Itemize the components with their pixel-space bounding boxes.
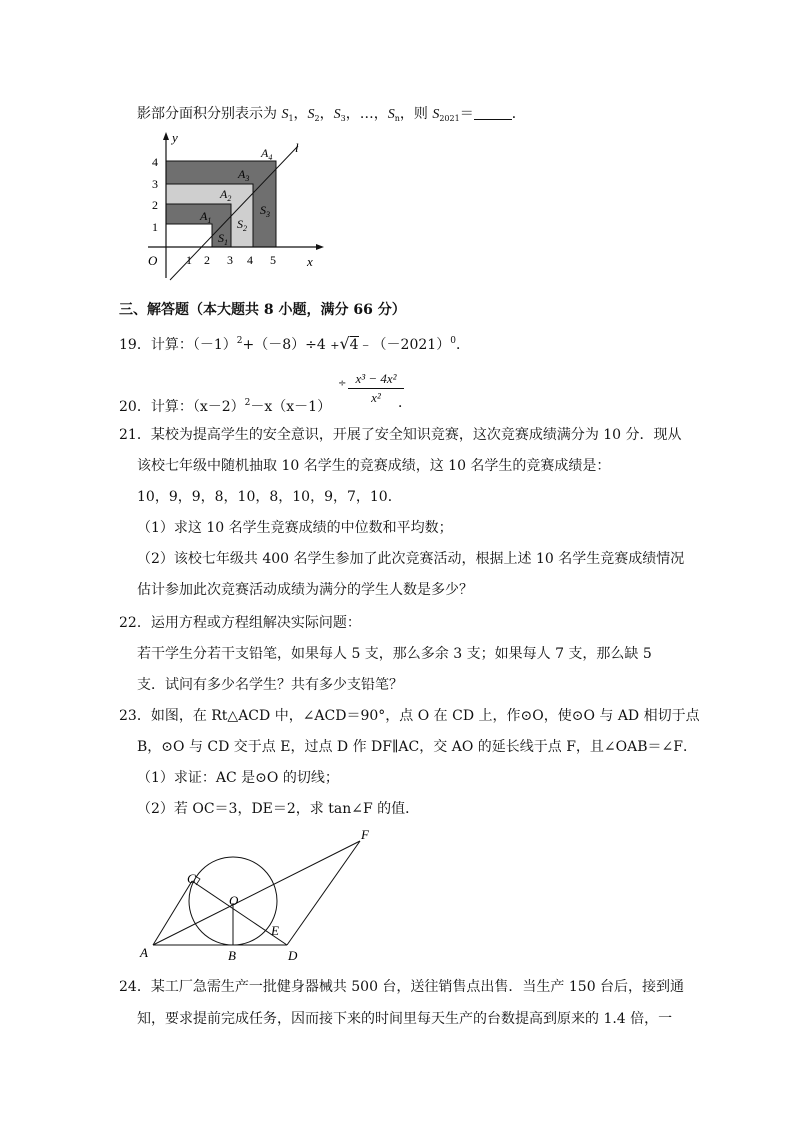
fraction-denominator: x² bbox=[371, 390, 381, 405]
section-heading: 三、解答题（本大题共 8 小题，满分 66 分） bbox=[119, 302, 406, 318]
question-24-line2: 知，要求提前完成任务，因而接下来的时间里每天生产的台数提高到原来的 1.4 倍，一 bbox=[137, 1011, 673, 1027]
point-label: A bbox=[140, 945, 148, 960]
point-label: $A_3$ bbox=[238, 167, 250, 183]
x-tick: 4 bbox=[247, 253, 253, 267]
q18-tail-text: 影部分面积分别表示为 $S_1$，$S_2$，$S_3$，…，$S_n$，则 $S_{2021}=$ ． bbox=[137, 106, 526, 123]
question-21-scores: 10，9，9，8，10，8，10，9，7，10． bbox=[137, 489, 402, 505]
point-label: D bbox=[288, 948, 298, 963]
question-23-line2: B，⊙O 与 CD 交于点 E，过点 D 作 DF∥AC，交 AO 的延长线于点 F，且∠OAB＝∠F． bbox=[137, 739, 697, 755]
question-21-line1: 21．某校为提高学生的安全意识，开展了安全知识竞赛，这次竞赛成绩满分为 10 分．现从 bbox=[119, 427, 682, 443]
point-label: $A_2$ bbox=[220, 187, 232, 203]
question-22-line2: 若干学生分若干支铅笔，如果每人 5 支，那么多余 3 支；如果每人 7 支，那么缺 5 bbox=[137, 646, 652, 662]
x-axis-label: x bbox=[307, 254, 313, 269]
question-23-part1: （1）求证：AC 是⊙O 的切线； bbox=[137, 770, 339, 786]
question-21-line2: 该校七年级中随机抽取 10 名学生的竞赛成绩，这 10 名学生的竞赛成绩是： bbox=[137, 458, 611, 474]
line-l-label: l bbox=[295, 140, 299, 155]
question-21-part2: （2）该校七年级共 400 名学生参加了此次竞赛活动，根据上述 10 名学生竞赛成绩情况 bbox=[137, 551, 685, 567]
question-21-part1: （1）求这 10 名学生竞赛成绩的中位数和平均数； bbox=[137, 520, 453, 536]
fraction-numerator: x³ − 4x² bbox=[348, 370, 404, 389]
question-22-line3: 支．试问有多少名学生？共有多少支铅笔？ bbox=[137, 677, 403, 693]
q20-end: ． bbox=[398, 395, 412, 411]
question-22-line1: 22．运用方程或方程组解决实际问题： bbox=[119, 615, 361, 631]
x-tick: 2 bbox=[204, 253, 210, 267]
question-20: 20．计算：$(x-2)^2-x(x-1)$ bbox=[119, 398, 332, 415]
figure-circle-triangle bbox=[135, 825, 380, 965]
x-tick: 1 bbox=[186, 253, 192, 267]
region-label: $S_3$ bbox=[260, 203, 270, 219]
answer-blank bbox=[474, 105, 512, 120]
question-21-part2-cont: 估计参加此次竞赛活动成绩为满分的学生人数是多少？ bbox=[137, 582, 473, 598]
region-label: $S_1$ bbox=[218, 231, 228, 247]
question-19: 19．计算：$(-1)^2+(-8)\div 4$ $+√4﹣(-2021)^0$． bbox=[119, 334, 470, 353]
point-label: C bbox=[187, 871, 196, 886]
point-label: O bbox=[229, 893, 239, 908]
y-tick: 3 bbox=[152, 177, 158, 191]
region-label: $S_2$ bbox=[237, 217, 247, 233]
origin-label: O bbox=[148, 253, 158, 268]
point-label: F bbox=[361, 827, 369, 842]
question-23-line1: 23．如图，在 Rt△ACD 中，∠ACD＝90°，点 O 在 CD 上，作⊙O，使⊙O 与 AD 相切于点 bbox=[119, 708, 700, 724]
x-tick: 3 bbox=[227, 253, 233, 267]
sqrt-symbol: √ bbox=[339, 334, 350, 353]
y-tick: 1 bbox=[152, 220, 158, 234]
figure-squares-diagram bbox=[140, 130, 330, 290]
point-label: $A_4$ bbox=[261, 146, 273, 162]
y-axis-label: y bbox=[172, 130, 178, 145]
point-label: E bbox=[271, 923, 279, 938]
x-tick: 5 bbox=[270, 253, 276, 267]
point-label: $A_1$ bbox=[200, 209, 212, 225]
question-24-line1: 24．某工厂急需生产一批健身器械共 500 台，送往销售点出售．当生产 150 台后，接到通 bbox=[119, 979, 685, 995]
y-tick: 2 bbox=[152, 198, 158, 212]
y-tick: 4 bbox=[152, 155, 158, 169]
point-label: B bbox=[228, 948, 236, 963]
question-23-part2: （2）若 OC＝3，DE＝2，求 tan∠F 的值． bbox=[137, 801, 420, 817]
